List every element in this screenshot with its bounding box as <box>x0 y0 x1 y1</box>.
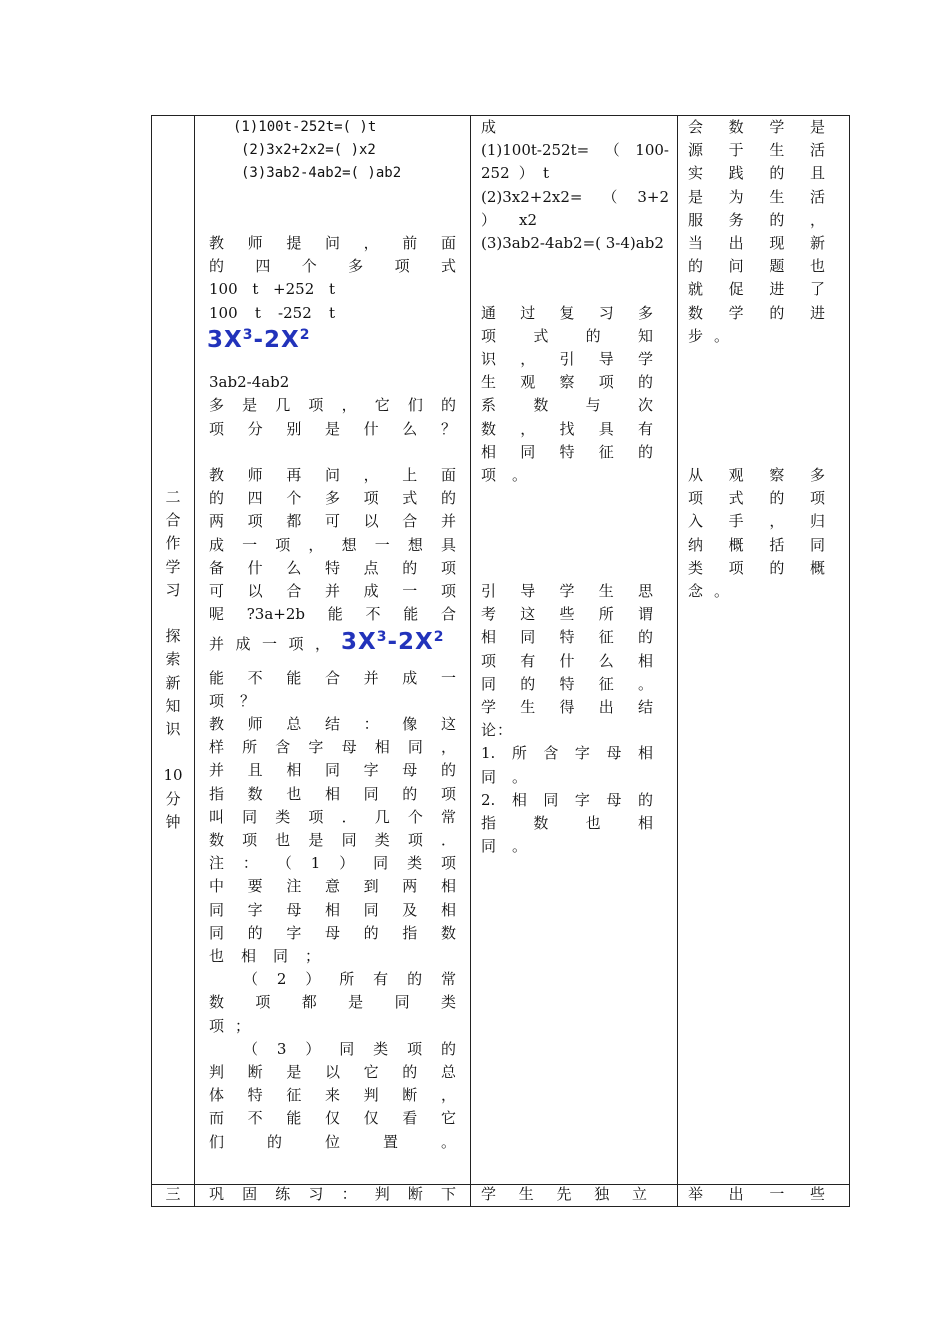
student-conclusion: 同 。 <box>481 837 527 856</box>
student-guide: 相 同 特 征 的 <box>481 628 653 647</box>
teacher-question: 能 不 能 合 并 成 一 <box>209 668 456 687</box>
teacher-summary: 注 ： （ 1 ） 同 类 项 <box>209 854 456 873</box>
table-row-cooperative-learning <box>152 116 850 1185</box>
student-conclusion: 同 。 <box>481 767 527 786</box>
answer-line: 252 ） t <box>481 164 549 183</box>
teacher-summary: 项 ； <box>209 1016 250 1035</box>
table-row-practice <box>152 1185 850 1207</box>
student-review: 相 同 特 征 的 <box>481 442 653 461</box>
design-purpose-line: 纳 概 括 同 <box>688 535 825 554</box>
design-purpose-cell <box>678 116 850 1185</box>
polynomial: 3ab2-4ab2 <box>209 373 290 392</box>
answer-line: (3)3ab2-4ab2=( 3-4)ab2 <box>481 234 664 252</box>
teacher-question: 项 ？ <box>209 691 255 710</box>
design-purpose-line: 服 务 的 ， <box>688 210 825 229</box>
design-purpose-line: 项 式 的 项 <box>688 489 825 508</box>
stage-char: 探 <box>165 627 181 646</box>
stage-char: 钟 <box>165 812 181 831</box>
formula-image: $3X^3-2X^2$ <box>341 629 445 656</box>
stage-cell-next <box>152 1185 195 1207</box>
formula-image: $3X^3-2X^2$ <box>207 326 311 353</box>
stage-char: 分 <box>165 789 181 808</box>
teacher-summary: 叫 同 类 项 ． 几 个 常 <box>209 807 456 826</box>
answer-line: 成 <box>481 118 497 136</box>
student-review: 识 ， 引 导 学 <box>481 350 653 368</box>
polynomial: 100 t +252 t <box>209 280 335 299</box>
teacher-question: 备 什 么 特 点 的 项 <box>209 558 456 577</box>
design-purpose-line: 就 促 进 了 <box>688 280 825 299</box>
teacher-summary: 而 不 能 仅 仅 看 它 <box>209 1109 456 1128</box>
student-activity-next <box>471 1185 677 1206</box>
teacher-summary: 数 项 也 是 同 类 项 ． <box>209 831 456 849</box>
student-conclusion: 指 数 也 相 <box>481 814 653 832</box>
stage-label <box>152 116 194 1184</box>
teacher-question: 并 成 一 项 ， <box>209 635 330 654</box>
stage-char: 新 <box>165 673 181 692</box>
stage-char: 合 <box>165 511 181 530</box>
design-purpose-line: 从 观 察 多 <box>688 466 825 484</box>
student-activity-cell-next <box>471 1185 678 1207</box>
student-activity-cell <box>471 116 678 1185</box>
teacher-question: 多 是 几 项 ， 它 们 的 <box>209 396 456 415</box>
design-purpose-line: 的 问 题 也 <box>688 257 825 276</box>
student-text: 学 生 先 独 立 <box>481 1185 647 1203</box>
stage-char: 知 <box>165 696 181 715</box>
design-purpose-line: 会 数 学 是 <box>688 118 825 136</box>
teacher-summary: 同 的 字 母 的 指 数 <box>209 923 456 942</box>
teacher-question: 呢 ?3a+2b 能 不 能 合 <box>209 605 456 624</box>
teacher-activity-next <box>195 1185 470 1206</box>
teacher-activity <box>195 116 470 1184</box>
stage-char: 学 <box>165 557 181 576</box>
lesson-plan-table <box>151 115 850 1207</box>
polynomial: 100 t -252 t <box>209 303 335 322</box>
teacher-question: 成 一 项 ， 想 一 想 具 <box>209 535 456 554</box>
answer-line: (1)100t-252t= （ 100- <box>481 141 669 160</box>
stage-char: 习 <box>165 580 181 599</box>
teacher-summary: 样 所 含 字 母 相 同 ， <box>209 738 456 757</box>
stage-char: 识 <box>165 720 181 738</box>
teacher-question: 项 分 别 是 什 么 ？ <box>209 419 456 438</box>
student-review: 项 式 的 知 <box>481 326 653 345</box>
exercise-line: (2)3x2+2x2=( )x2 <box>241 142 376 159</box>
student-guide: 项 有 什 么 相 <box>481 651 653 670</box>
teacher-summary: 们 的 位 置 。 <box>209 1132 456 1151</box>
design-purpose-next <box>678 1185 849 1206</box>
stage-cell <box>152 116 195 1185</box>
teacher-question: 的 四 个 多 项 式 <box>209 257 456 276</box>
stage-char: 10 <box>163 766 183 785</box>
teacher-summary: 判 断 是 以 它 的 总 <box>209 1063 456 1081</box>
teacher-question: 教 师 提 问 ， 前 面 <box>209 234 456 252</box>
teacher-question: 教 师 再 问 ， 上 面 <box>209 466 456 484</box>
teacher-question: 可 以 合 并 成 一 项 <box>209 582 456 600</box>
student-review: 通 过 复 习 多 <box>481 303 653 322</box>
teacher-activity-cell <box>195 116 471 1185</box>
design-purpose-line: 实 践 的 且 <box>688 164 825 183</box>
exercise-line: (1)100t-252t=( )t <box>233 119 377 135</box>
purpose-text: 举 出 一 些 <box>688 1185 825 1203</box>
stage-label-next: 三 <box>165 1185 181 1203</box>
student-activity <box>471 116 677 1184</box>
teacher-activity-cell-next <box>195 1185 471 1207</box>
teacher-summary: 指 数 也 相 同 的 项 <box>209 784 456 803</box>
stage-char: 索 <box>165 650 181 669</box>
design-purpose-line: 源 于 生 活 <box>688 141 825 160</box>
student-guide: 学 生 得 出 结 <box>481 698 653 716</box>
design-purpose-line: 步 。 <box>688 326 729 345</box>
teacher-summary: 教 师 总 结 ： 像 这 <box>209 715 456 733</box>
teacher-summary: 体 特 征 来 判 断 ， <box>209 1086 456 1105</box>
answer-line: (2)3x2+2x2= （ 3+2 <box>481 187 669 206</box>
stage-char: 作 <box>165 534 181 553</box>
design-purpose <box>678 116 849 1184</box>
student-conclusion: 2. 相 同 字 母 的 <box>481 790 653 809</box>
design-purpose-cell-next <box>678 1185 850 1207</box>
teacher-question: 的 四 个 多 项 式 的 <box>209 489 456 508</box>
student-guide: 考 这 些 所 谓 <box>481 605 653 624</box>
design-purpose-line: 入 手 ， 归 <box>688 512 825 531</box>
answer-line: ） x2 <box>481 210 537 229</box>
student-guide: 引 导 学 生 思 <box>481 582 653 600</box>
teacher-summary: 并 且 相 同 字 母 的 <box>209 761 456 780</box>
design-purpose-line: 类 项 的 概 <box>688 558 825 577</box>
teacher-summary: 也 相 同 ； <box>209 947 320 965</box>
student-guide: 论 ： <box>481 721 512 740</box>
teacher-summary: 同 字 母 相 同 及 相 <box>209 900 456 919</box>
design-purpose-line: 是 为 生 活 <box>688 187 825 206</box>
student-review: 数 ， 找 具 有 <box>481 419 653 438</box>
stage-char: 二 <box>165 488 181 506</box>
design-purpose-line: 念 。 <box>688 582 729 600</box>
student-review: 生 观 察 项 的 <box>481 373 653 392</box>
teacher-summary: 中 要 注 意 到 两 相 <box>209 877 456 896</box>
student-review: 项 。 <box>481 466 527 484</box>
design-purpose-line: 数 学 的 进 <box>688 303 825 322</box>
teacher-question: 两 项 都 可 以 合 并 <box>209 512 456 531</box>
teacher-summary: （ 2 ） 所 有 的 常 <box>243 970 456 989</box>
design-purpose-line: 当 出 现 新 <box>688 234 825 252</box>
student-conclusion: 1. 所 含 字 母 相 <box>481 744 653 763</box>
practice-text: 巩 固 练 习 ： 判 断 下 <box>209 1185 456 1203</box>
student-review: 系 数 与 次 <box>481 396 653 415</box>
teacher-summary: （ 3 ） 同 类 项 的 <box>243 1039 456 1058</box>
teacher-summary: 数 项 都 是 同 类 <box>209 993 456 1012</box>
exercise-line: (3)3ab2-4ab2=( )ab2 <box>241 165 402 182</box>
student-guide: 同 的 特 征 。 <box>481 674 653 693</box>
